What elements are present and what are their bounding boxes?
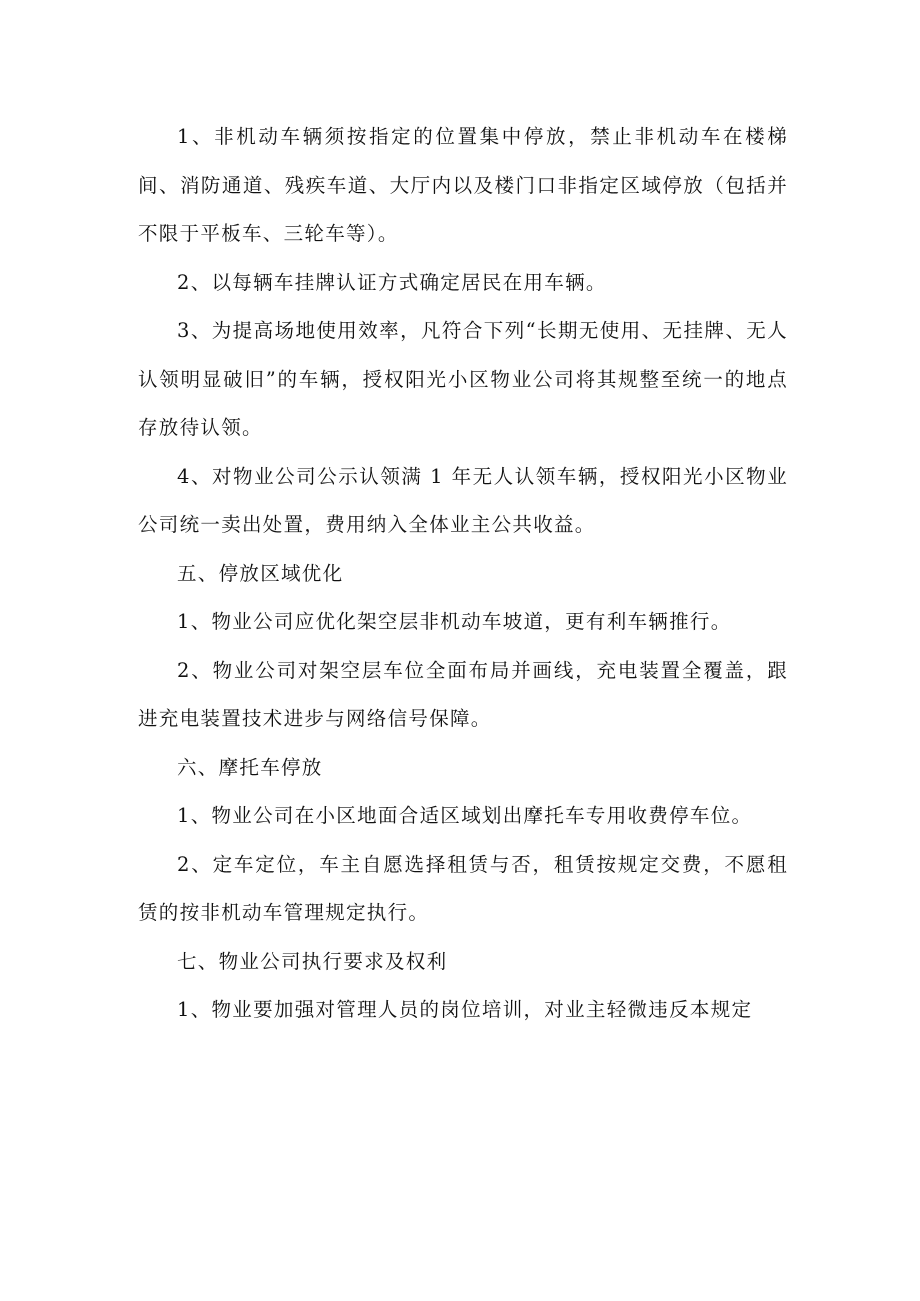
section-heading-5: 五、停放区域优化 xyxy=(177,561,344,585)
paragraph-6-1: 1、物业公司在小区地面合适区域划出摩托车专用收费停车位。 xyxy=(177,804,753,827)
paragraph-5-2: 2、物业公司对架空层车位全面布局并画线，充电装置全覆盖，跟进充电装置技术进步与网络信号保障。 xyxy=(138,658,788,730)
section-heading-6: 六、摩托车停放 xyxy=(177,755,323,779)
paragraph-1: 1、非机动车辆须按指定的位置集中停放，禁止非机动车在楼梯间、消防通道、残疾车道、大厅内以及楼门口非指定区域停放（包括并不限于平板车、三轮车等）。 xyxy=(138,125,788,245)
paragraph-3: 3、为提高场地使用效率，凡符合下列“长期无使用、无挂牌、无人认领明显破旧”的车辆，授权阳光小区物业公司将其规整至统一的地点存放待认领。 xyxy=(138,319,788,439)
paragraph-5-1: 1、物业公司应优化架空层非机动车坡道，更有利车辆推行。 xyxy=(177,610,732,633)
section-heading-7: 七、物业公司执行要求及权利 xyxy=(177,949,448,973)
paragraph-4: 4、对物业公司公示认领满 1 年无人认领车辆，授权阳光小区物业公司统一卖出处置，费用纳入全体业主公共收益。 xyxy=(138,464,788,536)
paragraph-7-1: 1、物业要加强对管理人员的岗位培训，对业主轻微违反本规定 xyxy=(177,998,753,1021)
paragraph-6-2: 2、定车定位，车主自愿选择租赁与否，租赁按规定交费，不愿租赁的按非机动车管理规定执行。 xyxy=(138,852,788,924)
paragraph-2: 2、以每辆车挂牌认证方式确定居民在用车辆。 xyxy=(177,270,607,294)
document-body xyxy=(138,113,788,1035)
